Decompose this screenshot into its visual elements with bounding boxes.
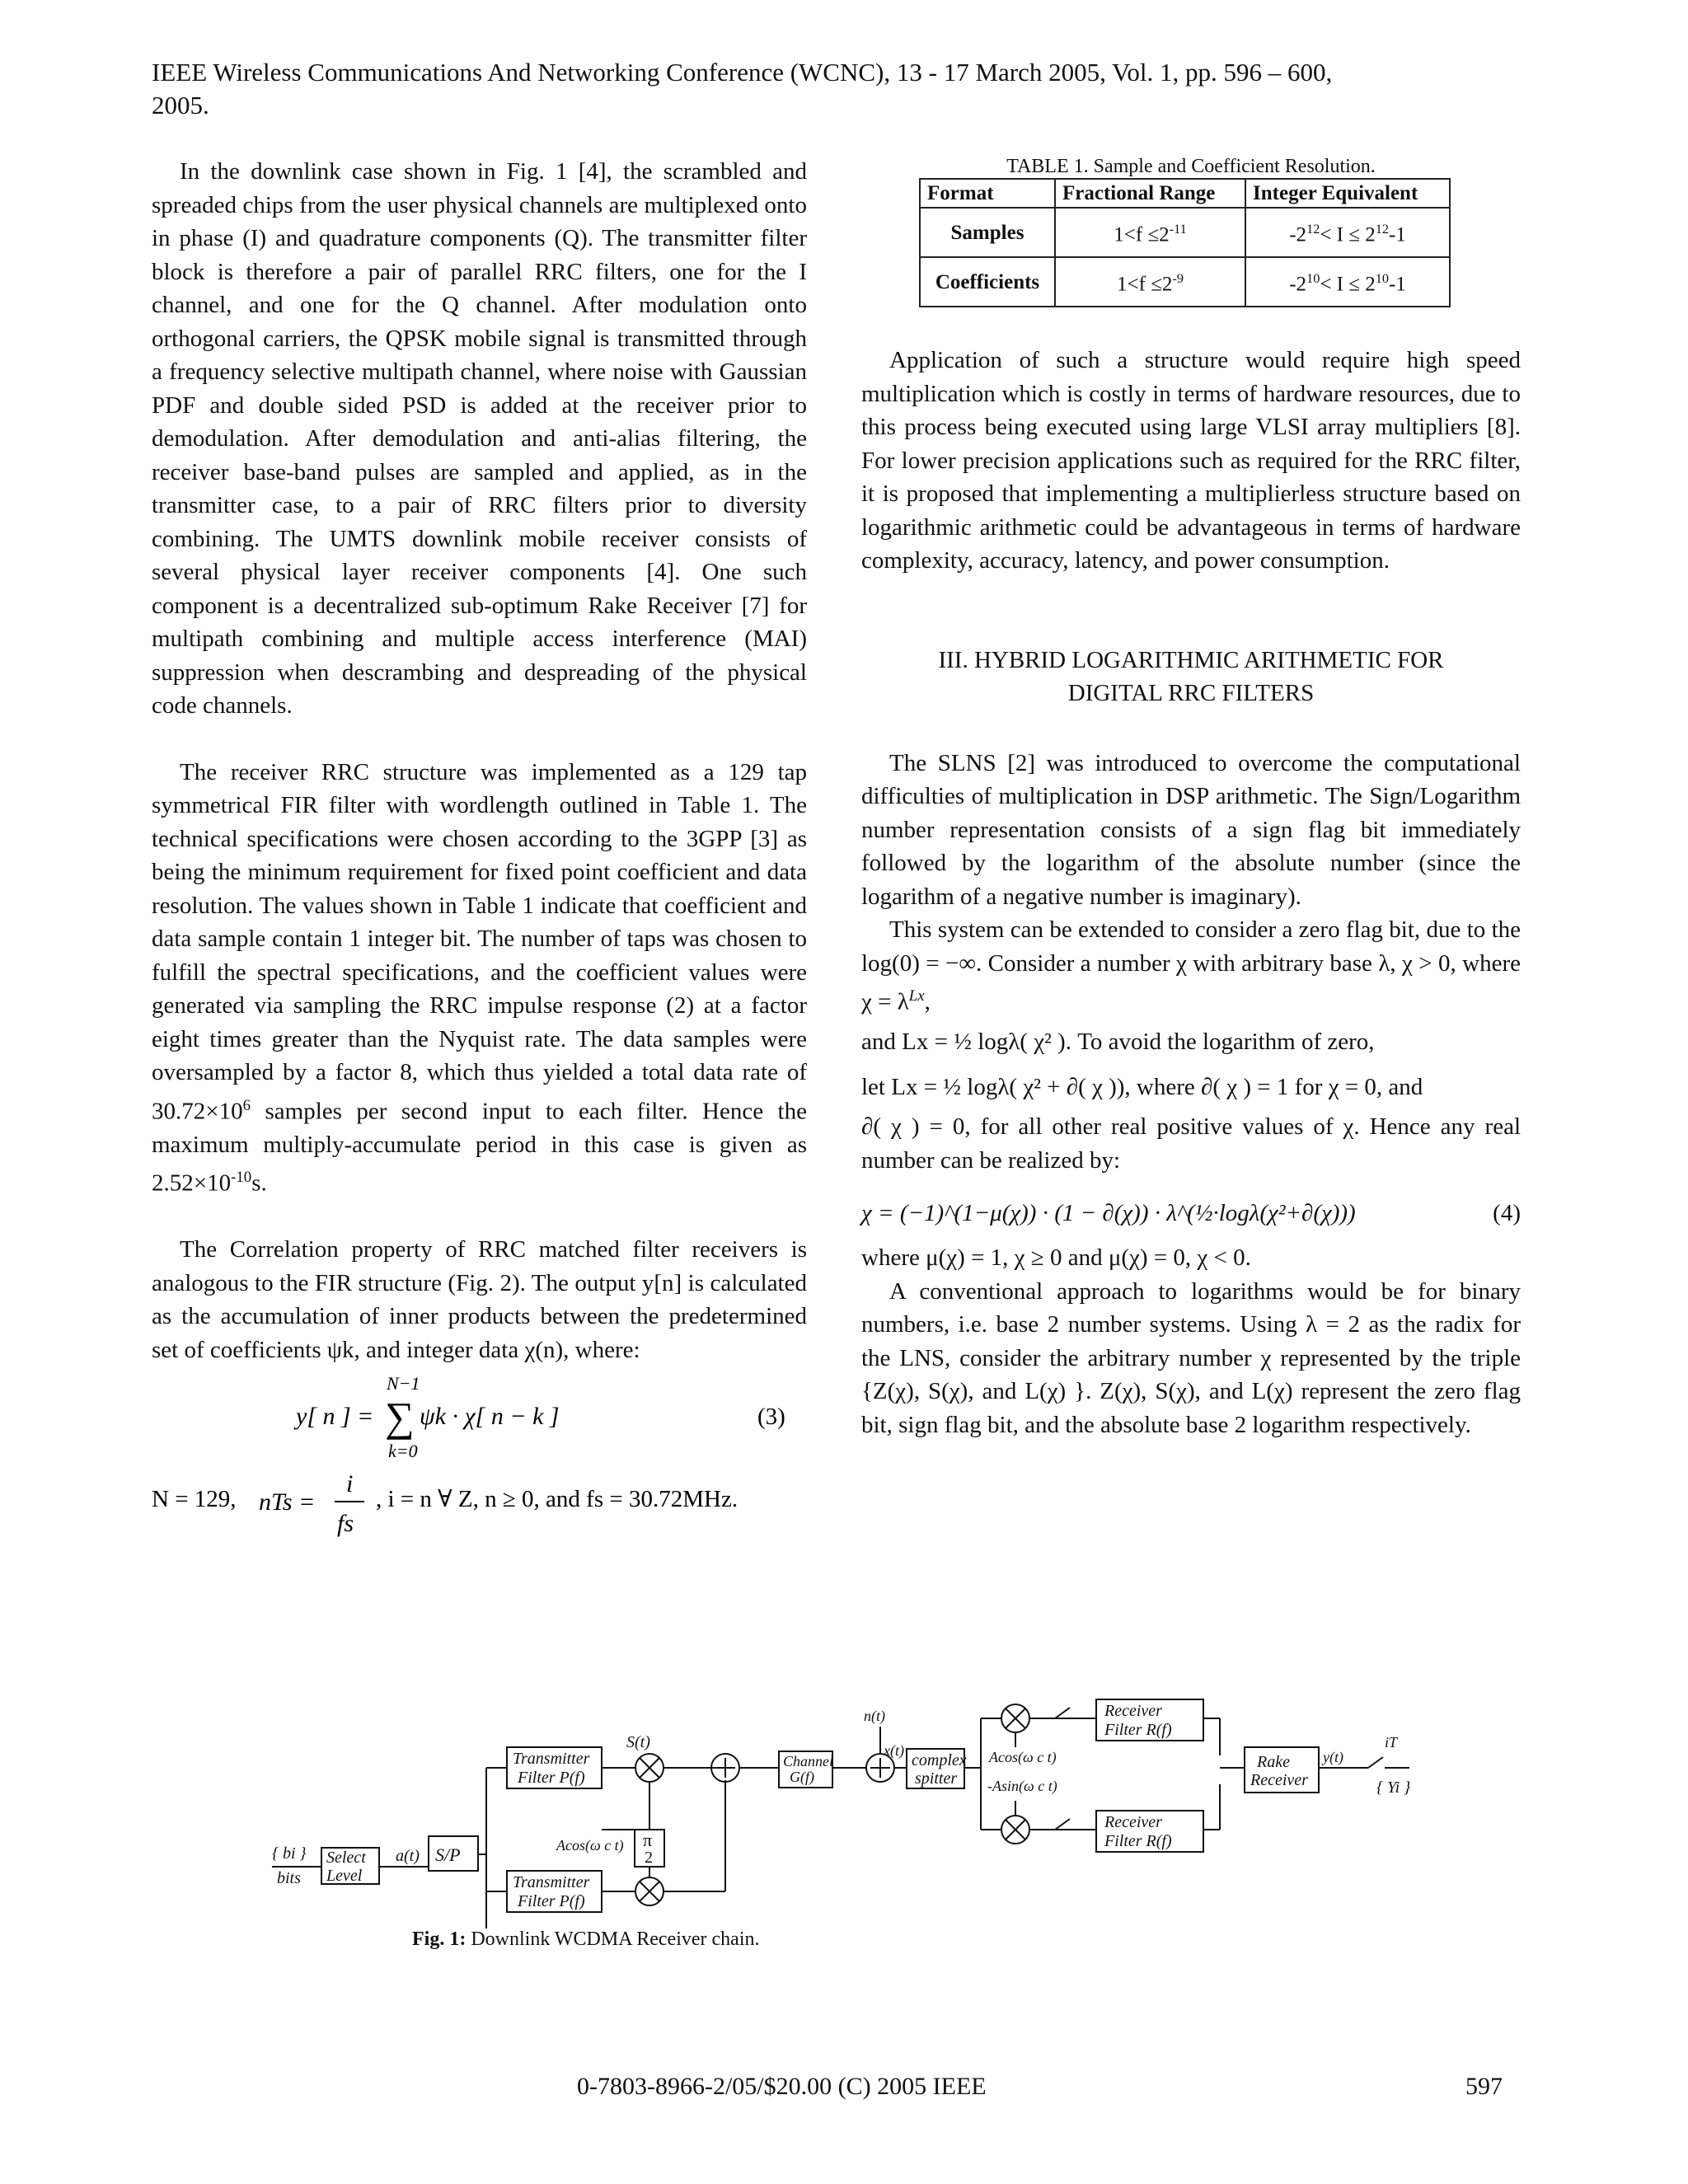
table-row xyxy=(920,257,1450,307)
fig-filter-r-bottom: Filter R(f) xyxy=(1104,1832,1172,1850)
para2-exponent: 6 xyxy=(242,1096,251,1114)
para2-text-b: samples per second input to each filter. Hence the maximum multiply-accumulate period in this case is given as 2.52×10 xyxy=(152,1098,807,1197)
fig-two: 2 xyxy=(645,1849,653,1867)
cond-c: , i = n ∀ Z, n ≥ 0, and fs = 30.72MHz. xyxy=(376,1486,738,1513)
table-header-integer: Integer Equivalent xyxy=(1245,179,1450,208)
table-cell-integer: $-2^{12}< I \le 2^{12}-1$ xyxy=(1245,208,1450,257)
footer-page-number: 597 xyxy=(1465,2073,1503,2100)
table-1 xyxy=(919,178,1451,307)
fig-acos-2: Acos(ω c t) xyxy=(989,1749,1057,1765)
fig-filter-p-bottom: Filter P(f) xyxy=(518,1892,585,1910)
fig-acos: Acos(ω c t) xyxy=(556,1837,624,1854)
right-paragraph-4: A conventional approach to logarithms would be for binary numbers, i.e. base 2 number systems. Using λ = 2 as the radix for the LNS, consider the arbitrary number χ represented by the triple {Z(χ), S(χ), and L(χ) }. Z(χ), S(χ), and L(χ) represent the zero flag bit, sign flag bit, and the absolute base 2 logarithm respectively. xyxy=(861,1277,1521,1438)
fig-pi: π xyxy=(643,1830,653,1850)
equation-3 xyxy=(152,1373,807,1465)
eq4-where: where μ(χ) = 1, χ ≥ 0 and μ(χ) = 0, χ < 0. xyxy=(861,1244,1251,1272)
eq4-number: (4) xyxy=(1493,1200,1521,1227)
left-paragraph-2 xyxy=(152,756,807,1201)
cond-num: i xyxy=(346,1472,354,1498)
para2-exponent-2: -10 xyxy=(231,1169,252,1187)
fig-filter-p-top: Filter P(f) xyxy=(518,1769,585,1787)
table-cell-label: Coefficients xyxy=(920,257,1055,307)
fig-xt: x(t) xyxy=(884,1742,904,1759)
figure-1 xyxy=(272,1698,1451,1929)
figure-1-caption xyxy=(412,1929,1071,1951)
fig-asin: -Asin(ω c t) xyxy=(987,1778,1057,1794)
equation-3-graphic xyxy=(152,1373,807,1465)
eq3-lower: k=0 xyxy=(388,1441,418,1462)
fig-sp: S/P xyxy=(435,1844,461,1865)
table-row xyxy=(920,208,1450,257)
para2-text: The receiver RRC structure was implemented as a 129 tap symmetrical FIR filter with wordlength outlined in Table 1. The technical specifications were chosen according to the 3GPP [3] as being the minimum requirement for fixed point coefficient and data resolution. The values shown in Table 1 indicate that coefficient and data sample contain 1 integer bit. The number of taps was chosen to fulfill the spectral specifications, and the coefficient values were generated via sampling the RRC impulse response (2) at a factor eight times greater than the Nyquist rate. The data samples were oversampled by a factor 8, which thus yielded a total data rate of 30.72×10 xyxy=(152,758,807,1125)
eq4-body: χ = (−1)^(1−μ(χ)) · (1 − ∂(χ)) · λ^(½·logλ(χ²+∂(χ))) xyxy=(861,1200,1356,1227)
eq3-lhs: y[ n ] = xyxy=(296,1403,374,1431)
para2-text-c: s. xyxy=(251,1169,267,1197)
table-header-format: Format xyxy=(920,179,1055,208)
fig-gf: G(f) xyxy=(790,1769,814,1785)
cond-a: N = 129, xyxy=(152,1486,237,1513)
cond-den: fs xyxy=(337,1510,354,1538)
running-header xyxy=(152,56,1536,122)
figure-1-diagram xyxy=(272,1698,1451,1929)
footer-copyright: 0-7803-8966-2/05/$20.00 (C) 2005 IEEE xyxy=(577,2073,987,2100)
figure-1-caption-label: Fig. 1: xyxy=(412,1929,467,1950)
fig-it: iT xyxy=(1385,1734,1398,1750)
right-paragraph-2: The SLNS [2] was introduced to overcome the computational difficulties of multiplication in DSP arithmetic. The Sign/Logarithm number representation consists of a sign flag bit immediately followed by the logarithm of the absolute number (since the logarithm of a negative number is imaginary). xyxy=(861,749,1521,910)
fig-bits: bits xyxy=(277,1869,301,1887)
right-paragraph-1: Application of such a structure would require high speed multiplication which is costly in terms of hardware resources, due to this process being executed using large VLSI array multipliers [8]. For lower precision applications such as required for the RRC filter, it is proposed that implementing a multiplierless structure based on logarithmic arithmetic could be advantageous in terms of hardware complexity, accuracy, latency, and power consumption. xyxy=(861,347,1521,574)
section-heading-line-1: III. HYBRID LOGARITHMIC ARITHMETIC FOR xyxy=(938,646,1444,673)
left-paragraph-3: The Correlation property of RRC matched filter receivers is analogous to the FIR structure (Fig. 2). The output y[n] is calculated as the accumulation of inner products between the predetermined set of coefficients ψk, and integer data χ(n), where: xyxy=(152,1236,807,1363)
eq3-sigma: ∑ xyxy=(385,1394,415,1441)
figure-1-caption-text: Downlink WCDMA Receiver chain. xyxy=(466,1929,760,1950)
table-1-caption: TABLE 1. Sample and Coefficient Resolution. xyxy=(1006,156,1376,177)
fig-rx-filter-bottom: Receiver xyxy=(1104,1813,1162,1831)
table-cell-integer: $-2^{10}< I \le 2^{10}-1$ xyxy=(1245,257,1450,307)
fig-rx-filter-top: Receiver xyxy=(1104,1702,1162,1720)
cond-b: nTs = xyxy=(259,1488,316,1516)
table-cell-range: $1<f \le 2^{-11}$ xyxy=(1055,208,1245,257)
right-paragraph-3b: and Lx = ½ logλ( χ² ). To avoid the logarithm of zero, xyxy=(861,1029,1375,1056)
fig-spitter: spitter xyxy=(915,1769,958,1788)
eq3-number: (3) xyxy=(757,1404,785,1431)
section-heading-line-2: DIGITAL RRC FILTERS xyxy=(1067,680,1315,706)
eq3-upper: N−1 xyxy=(387,1373,420,1394)
fig-bits-in: { bi } xyxy=(272,1844,307,1863)
eq3-rhs: ψk · χ[ n − k ] xyxy=(420,1403,560,1431)
table-cell-range: $1<f \le 2^{-9}$ xyxy=(1055,257,1245,307)
fig-channel: Channel xyxy=(783,1753,833,1769)
fig-yi: { Yi } xyxy=(1376,1779,1411,1797)
fig-receiver: Receiver xyxy=(1250,1771,1308,1789)
header-line-1: IEEE Wireless Communications And Networking Conference (WCNC), 13 - 17 March 2005, Vol. 1, pp. 596 – 600, xyxy=(152,58,1333,87)
fig-tx-filter-top: Transmitter xyxy=(513,1750,590,1768)
table-cell-label: Samples xyxy=(920,208,1055,257)
equation-4 xyxy=(861,1188,1521,1241)
fig-tx-filter-bottom: Transmitter xyxy=(513,1873,590,1891)
fig-rake: Rake xyxy=(1257,1753,1290,1771)
fig-complex: complex xyxy=(912,1751,967,1769)
para3a-sup: Lx xyxy=(908,987,925,1005)
fig-select: Select xyxy=(326,1849,366,1867)
left-column xyxy=(152,155,807,1538)
fig-st: S(t) xyxy=(626,1733,650,1751)
right-paragraph-3c: let Lx = ½ logλ( χ² + ∂( χ )), where ∂( χ ) = 1 for χ = 0, and xyxy=(861,1073,1423,1100)
right-paragraph-3a: This system can be extended to consider a zero flag bit, due to the log(0) = −∞. Consider a number χ with arbitrary base λ, χ > 0, where $\chi = \lambda^{Lx}$, xyxy=(861,916,1521,1015)
fig-at: a(t) xyxy=(396,1847,420,1865)
fig-level: Level xyxy=(326,1867,363,1885)
fig-yt: y(t) xyxy=(1323,1749,1343,1765)
left-paragraph-1: In the downlink case shown in Fig. 1 [4], the scrambled and spreaded chips from the user physical channels are multiplexed onto in phase (I) and quadrature components (Q). The transmitter filter block is therefore a pair of parallel RRC filters, one for the I channel, and one for the Q channel. After modulation onto orthogonal carriers, the QPSK mobile signal is transmitted through a frequency selective multipath channel, where noise with Gaussian PDF and double sided PSD is added at the receiver prior to demodulation. After demodulation and anti-alias filtering, the receiver base-band pulses are sampled and applied, as in the transmitter case, to a pair of RRC filters prior to diversity combining. The UMTS downlink mobile receiver consists of several physical layer receiver components [4]. One such component is a decentralized sub-optimum Rake Receiver [7] for multipath combining and multiple access interference (MAI) suppression when descrambing and despreading of the physical code channels. xyxy=(152,158,807,719)
fig-nt: n(t) xyxy=(864,1708,885,1724)
fig-filter-r-top: Filter R(f) xyxy=(1104,1721,1172,1739)
right-column xyxy=(861,155,1521,1441)
table-1-header-row xyxy=(920,179,1450,208)
table-header-range: Fractional Range xyxy=(1055,179,1245,208)
condition-graphic xyxy=(152,1472,807,1538)
right-paragraph-3d: ∂( χ ) = 0, for all other real positive values of χ. Hence any real number can be realized by: xyxy=(861,1113,1521,1174)
condition-line xyxy=(152,1472,807,1538)
header-line-2: 2005. xyxy=(152,91,209,120)
para3a-text: This system can be extended to consider a zero flag bit, due to the log(0) = −∞. Consider a number χ with arbitrary base λ, χ > 0, where χ = λ xyxy=(861,916,1521,1015)
